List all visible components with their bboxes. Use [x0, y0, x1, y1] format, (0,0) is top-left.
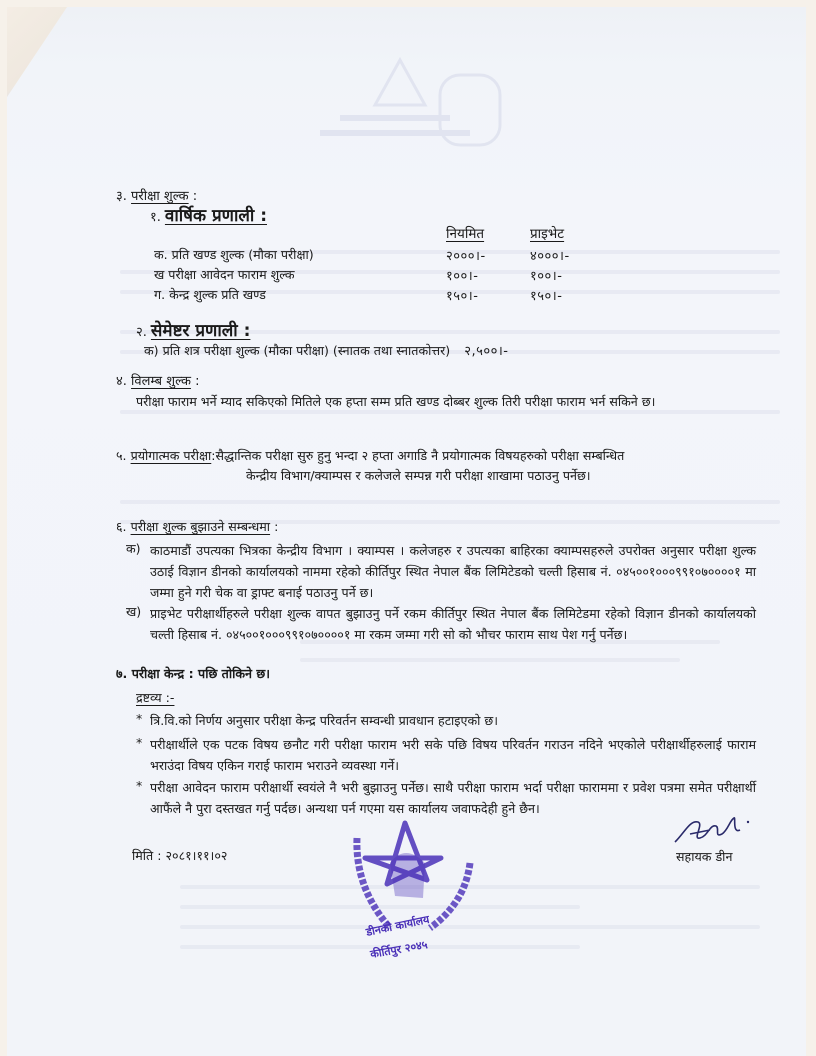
- signature-icon: [670, 812, 755, 847]
- note-item: त्रि.वि.को निर्णय अनुसार परीक्षा केन्द्र परिवर्तन सम्वन्धी प्रावधान हटाइएको छ।: [150, 713, 498, 728]
- section-number: ४.: [116, 374, 127, 389]
- section-title: प्रयोगात्मक परीक्षा: [130, 448, 212, 463]
- fee-row-regular: १५०।-: [446, 289, 479, 304]
- annual-system-heading: [150, 203, 267, 226]
- note-item: परीक्षार्थीले एक पटक विषय छनौट गरी परीक्षा फाराम भरी सके पछि विषय परिवर्तन गराउन नदिने भएकोले परीक्षार्थीहरुलाई फाराम भराउंदा विषय एकिन गराई फाराम भराउने व्यवस्था गर्ने।: [150, 737, 756, 773]
- fee-row-private: ४०००।-: [530, 249, 570, 264]
- fee-row-regular: १००।-: [446, 269, 479, 284]
- section-number: ६.: [116, 519, 127, 534]
- late-fee-paragraph: परीक्षा फाराम भर्ने म्याद सकिएको मितिले एक हप्ता सम्म प्रति खण्ड दोब्बर शुल्क तिरी परीक्षा फाराम भर्न सकिने छ।: [136, 394, 656, 409]
- note-item: परीक्षा आवेदन फाराम परीक्षार्थी स्वयंले नै भरी बुझाउनु पर्नेछ। साथै परीक्षा फाराम भर्दा परीक्षा फाराममा र प्रवेश पत्रमा समेत परीक्षार्थी आफैंले नै पुरा दस्तखत गर्नु पर्दछ। अन्यथा पर्न गएमा यस कार्यालय जवाफदेही हुने छैन।: [150, 780, 756, 816]
- fee-row-private: १५०।-: [530, 289, 563, 304]
- semester-fee-label: क) प्रति शत्र परीक्षा शुल्क (मौका परीक्षा) (स्नातक तथा स्नातकोत्तर): [144, 343, 451, 358]
- list-marker: क): [126, 541, 141, 556]
- section-7-heading: [116, 665, 270, 682]
- subsection-number: १.: [150, 210, 161, 225]
- section-5-heading: [116, 447, 624, 464]
- notes-title: द्रष्टव्य :-: [136, 690, 175, 705]
- section-3-heading: [116, 186, 197, 204]
- fee-row-label: ग. केन्द्र शुल्क प्रति खण्ड: [154, 287, 266, 302]
- fee-row-label: क. प्रति खण्ड शुल्क (मौका परीक्षा): [154, 247, 314, 262]
- practical-exam-line-2: केन्द्रीय विभाग/क्याम्पस र कलेजले सम्पन्न गरी परीक्षा शाखामा पठाउनु पर्नेछ।: [246, 468, 591, 483]
- section-colon: :: [274, 519, 279, 534]
- list-marker: ख): [126, 604, 142, 619]
- section-number: ३.: [116, 189, 127, 204]
- section-4-heading: [116, 371, 199, 389]
- section-colon: :: [195, 374, 200, 389]
- svg-text:डीनको कार्यालय: डीनको कार्यालय: [364, 912, 431, 939]
- section-6-heading: [116, 518, 278, 535]
- section-title: विलम्ब शुल्क: [131, 374, 191, 389]
- fee-row-private: १००।-: [530, 269, 563, 284]
- section-title: परीक्षा शुल्क बुझाउने सम्बन्धमा: [130, 519, 271, 534]
- fee-row-label: ख परीक्षा आवेदन फाराम शुल्क: [154, 267, 295, 282]
- signatory-title: सहायक डीन: [676, 849, 733, 864]
- exam-center-note: : पछि तोकिने छ।: [184, 666, 271, 681]
- semester-system-heading: [136, 318, 250, 341]
- payment-instruction-kha: प्राइभेट परीक्षार्थीहरुले परीक्षा शुल्क वापत बुझाउनु पर्ने रकम कीर्तिपुर स्थित नेपाल बैंक लिमिटेडमा रहेको विज्ञान डीनको कार्यालयको चल्ती हिसाब नं. ०४५००१०००९९१०७००००१ मा रकम जम्मा गरी सो को भौचर फाराम साथ पेश गर्नु पर्नेछ।: [150, 606, 756, 642]
- semester-fee-item: [144, 341, 509, 359]
- official-stamp-icon: [345, 818, 480, 968]
- section-title: परीक्षा केन्द्र: [131, 666, 185, 681]
- note-bullet: *: [136, 735, 143, 750]
- subsection-number: २.: [136, 325, 147, 340]
- note-bullet: *: [136, 711, 143, 726]
- section-number: ५.: [116, 448, 127, 463]
- section-colon: :: [192, 189, 198, 204]
- column-header-regular: नियमित: [446, 226, 485, 242]
- subsection-title: वार्षिक प्रणाली :: [164, 206, 267, 226]
- subsection-title: सेमेष्टर प्रणाली :: [150, 321, 251, 341]
- issue-date: मिति : २०८१।११।०२: [132, 848, 228, 863]
- payment-instruction-ka: काठमाडौं उपत्यका भित्रका केन्द्रीय विभाग । क्याम्पस । कलेजहरु र उपत्यका बाहिरका क्याम्पसहरुले उपरोक्त अनुसार परीक्षा शुल्क उठाई विज्ञान डीनको कार्यालयको नाममा रहेको कीर्तिपुर स्थित नेपाल बैंक लिमिटेडको चल्ती हिसाब नं. ०४५००१०००९९१०७००००१ मा जम्मा हुने गरी चेक वा ड्राफ्ट बनाई पठाउनु पर्ने छ।: [150, 543, 756, 600]
- section-number: ७.: [116, 666, 128, 681]
- semester-fee-amount: २,५००।-: [464, 344, 509, 359]
- fee-row-regular: २०००।-: [446, 249, 486, 264]
- section-title: परीक्षा शुल्क: [131, 189, 189, 204]
- svg-text:कीर्तिपुर २०४५: कीर्तिपुर २०४५: [369, 938, 429, 961]
- column-header-private: प्राइभेट: [530, 226, 565, 242]
- note-bullet: *: [136, 778, 143, 793]
- practical-exam-line-1: :सैद्धान्तिक परीक्षा सुरु हुनु भन्दा २ हप्ता अगाडि नै प्रयोगात्मक विषयहरुको परीक्षा सम्बन्धित: [211, 448, 625, 463]
